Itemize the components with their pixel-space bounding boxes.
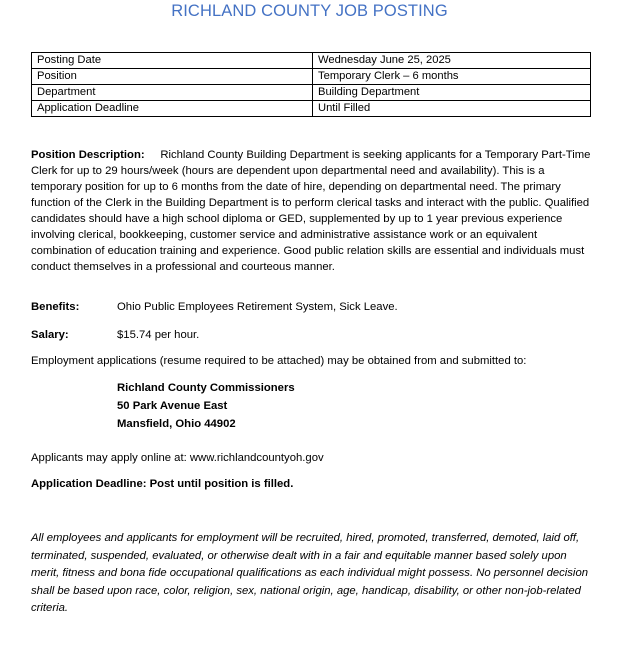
benefits-label: Benefits:	[31, 301, 80, 313]
posting-date-label: Posting Date	[32, 53, 313, 69]
application-deadline-value: Until Filled	[313, 101, 591, 117]
employment-text: Employment applications (resume required to be attached) may be obtained from and submitted to:	[31, 355, 527, 367]
salary-row	[31, 327, 199, 343]
address-line-1: Richland County Commissioners	[117, 382, 295, 394]
posting-date-value: Wednesday June 25, 2025	[313, 53, 591, 69]
department-value: Building Department	[313, 85, 591, 101]
table-row	[32, 85, 591, 101]
position-label: Position	[32, 69, 313, 85]
department-label: Department	[32, 85, 313, 101]
apply-online-text: Applicants may apply online at: www.richlandcountyoh.gov	[31, 452, 324, 464]
position-value: Temporary Clerk – 6 months	[313, 69, 591, 85]
application-deadline-label: Application Deadline	[32, 101, 313, 117]
table-row	[32, 53, 591, 69]
address-line-2: 50 Park Avenue East	[117, 400, 228, 412]
table-row	[32, 69, 591, 85]
posting-info-table	[31, 52, 591, 117]
salary-value: $15.74 per hour.	[117, 329, 200, 341]
table-row	[32, 101, 591, 117]
position-description-text: Richland County Building Department is seeking applicants for a Temporary Part-Time Clerk for up to 29 hours/week (hours are dependent upon departmental need and availability). This is a temporary position for up to 6 months from the date of hire, depending on departmental need. The primary function of the Clerk in the Building Department is to perform clerical tasks and interact with the public. Qualified candidates should have a high school diploma or GED, supplemented by up to 1 year previous experience involving clerical, bookkeeping, customer service and administrative assistance work or an equivalent combination of education training and experience. Good public relation skills are essential and individuals must conduct themselves in a professional and courteous manner.	[31, 149, 591, 273]
salary-label: Salary:	[31, 329, 69, 341]
page-title: RICHLAND COUNTY JOB POSTING	[171, 2, 448, 20]
benefits-row	[31, 299, 398, 315]
benefits-value: Ohio Public Employees Retirement System, Sick Leave.	[117, 301, 398, 313]
application-deadline-statement: Application Deadline: Post until position is filled.	[31, 478, 294, 490]
address-line-3: Mansfield, Ohio 44902	[117, 418, 236, 430]
equal-opportunity-disclaimer: All employees and applicants for employment will be recruited, hired, promoted, transferred, demoted, laid off, terminated, suspended, evaluated, or otherwise dealt with in a fair and equitable manner based solely upon merit, fitness and bona fide occupational qualifications as each individual might possess. No personnel decision shall be based upon race, color, religion, sex, national origin, age, handicap, disability, or other non-job-related criteria.	[31, 532, 589, 614]
position-description-label: Position Description:	[31, 149, 145, 161]
address-block	[117, 379, 295, 433]
position-description	[31, 147, 594, 275]
